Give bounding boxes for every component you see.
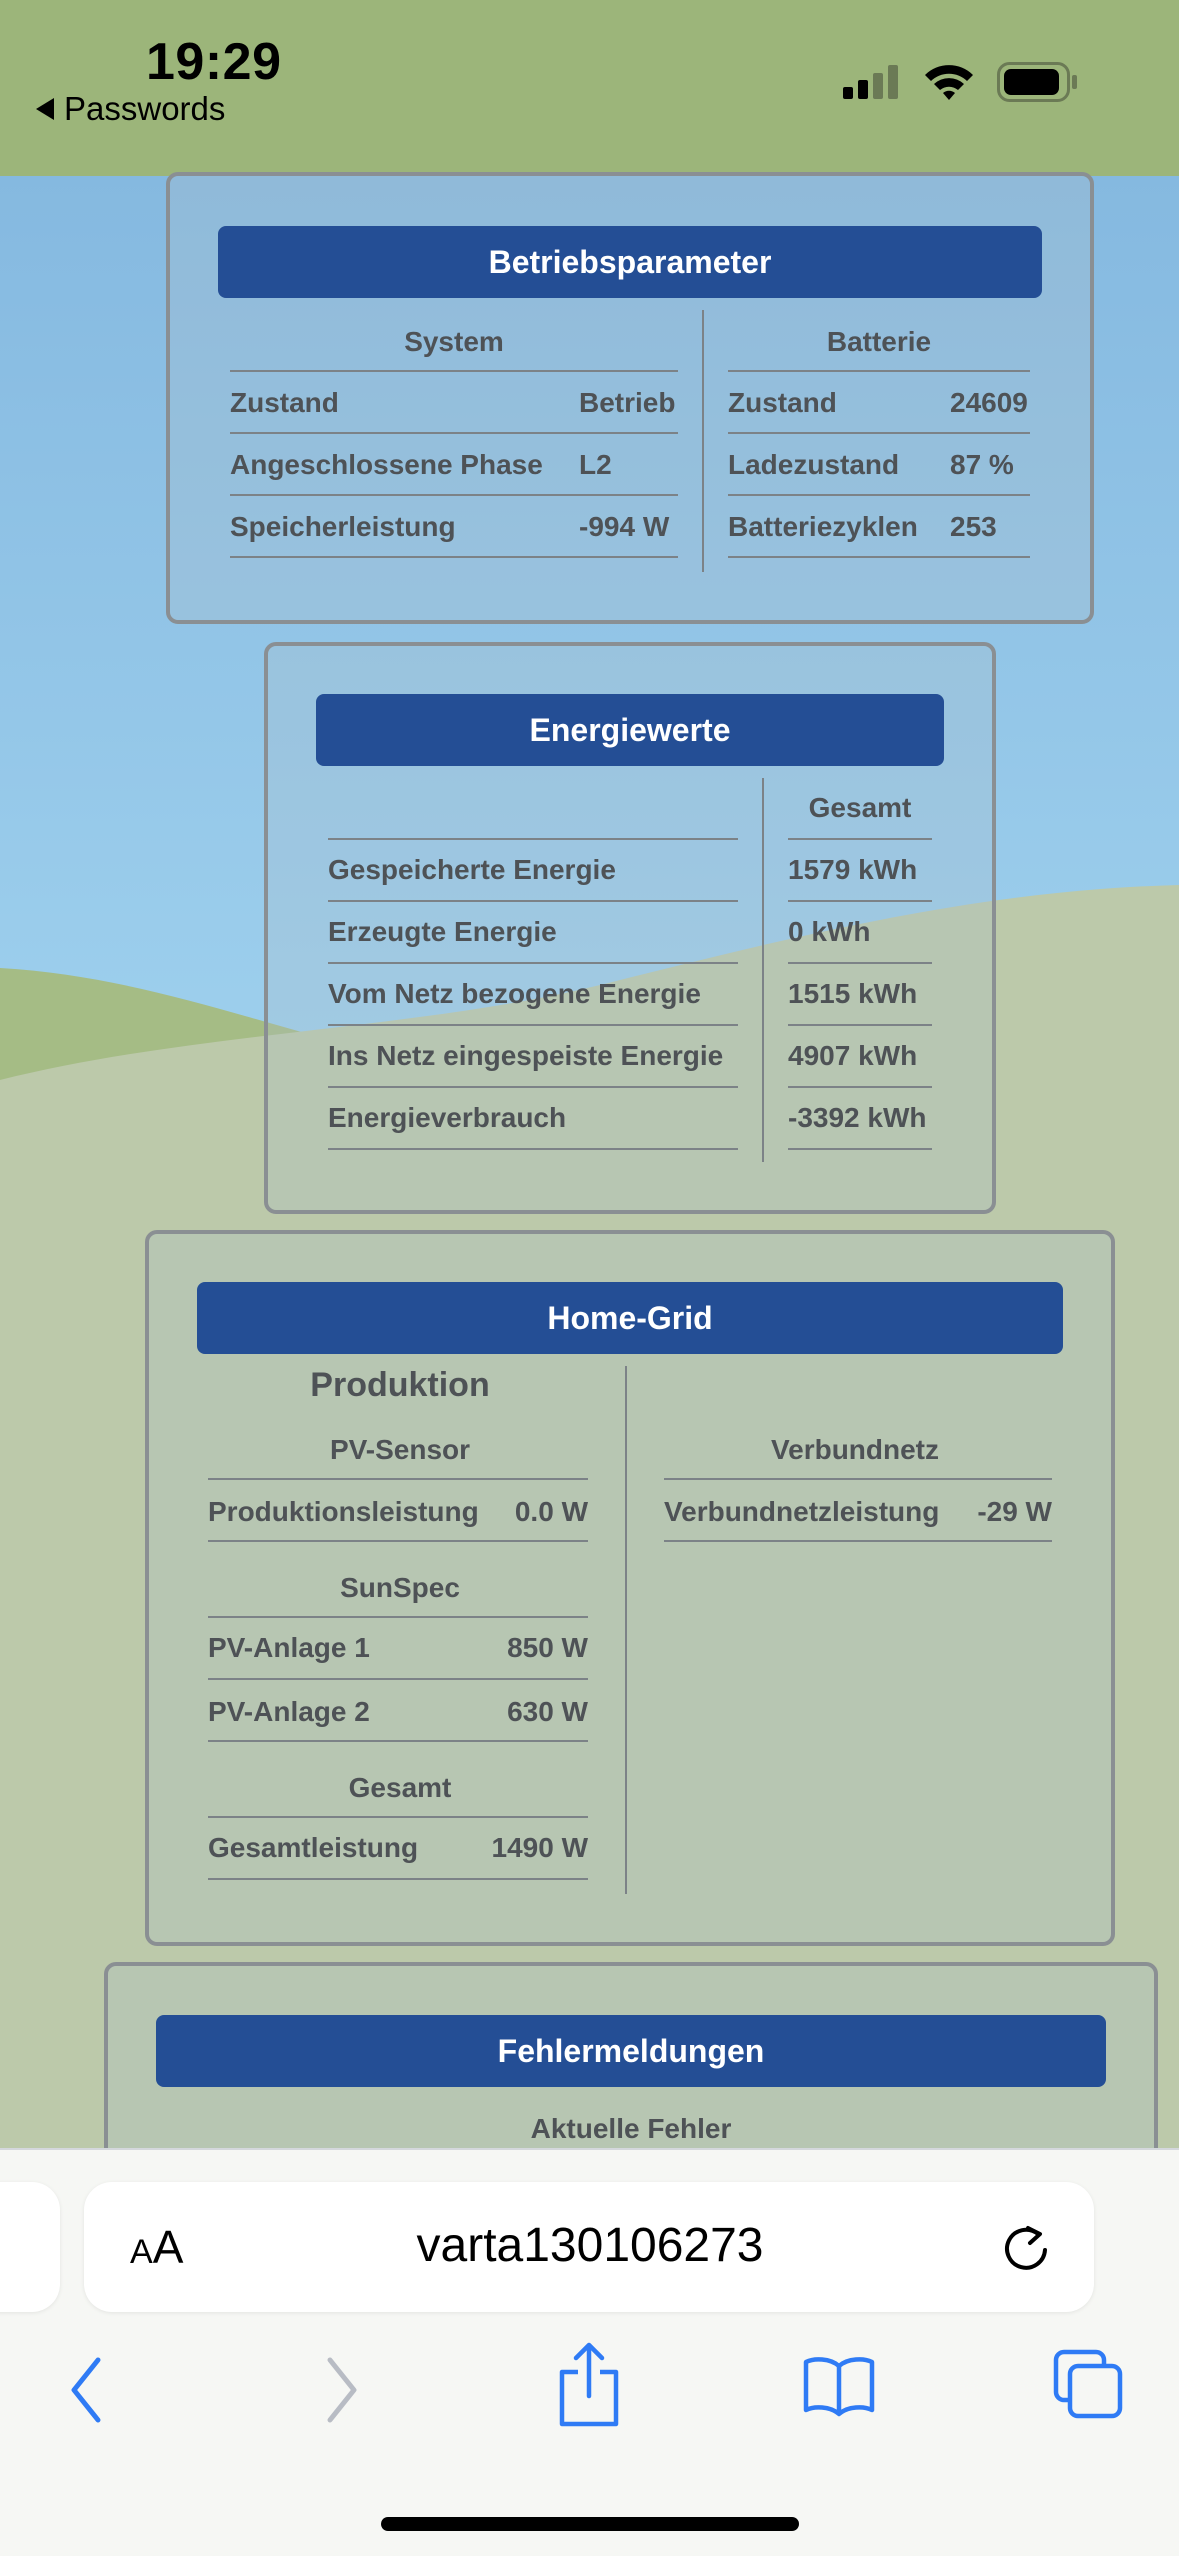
energie-value: 1515 kWh <box>788 978 918 1009</box>
divider <box>728 432 1030 434</box>
divider <box>788 900 932 902</box>
divider <box>208 1878 588 1880</box>
system-heading: System <box>404 326 504 357</box>
pv-sensor-label: Produktionsleistung <box>208 1496 479 1527</box>
divider <box>208 1540 588 1542</box>
batterie-label: Batteriezyklen <box>728 511 918 542</box>
pv-sensor-value: 0.0 W <box>514 1496 588 1527</box>
divider <box>728 556 1030 558</box>
back-to-passwords-link[interactable] <box>36 90 225 128</box>
share-icon[interactable] <box>554 2340 624 2430</box>
wifi-icon <box>923 63 975 101</box>
energie-value: -3392 kWh <box>788 1102 927 1133</box>
energie-label: Ins Netz eingespeiste Energie <box>328 1040 724 1071</box>
forward-icon[interactable] <box>318 2350 364 2430</box>
gesamt-value: 1490 W <box>491 1832 588 1863</box>
system-label: Zustand <box>230 387 339 418</box>
energie-label: Erzeugte Energie <box>328 916 557 947</box>
previous-tab-pill[interactable] <box>0 2182 60 2312</box>
back-arrow-icon <box>36 98 54 120</box>
aa-small: A <box>130 2233 153 2271</box>
divider <box>788 1148 932 1150</box>
verbundnetz-value: -29 W <box>977 1496 1052 1527</box>
energie-value: 4907 kWh <box>788 1040 918 1071</box>
gesamt-heading: Gesamt <box>348 1772 452 1803</box>
aktuelle-fehler-heading: Aktuelle Fehler <box>530 2113 732 2144</box>
home-grid-divider <box>625 1366 627 1894</box>
back-label: Passwords <box>64 90 226 127</box>
divider <box>208 1678 588 1680</box>
divider <box>328 1024 738 1026</box>
divider <box>788 1024 932 1026</box>
divider <box>788 962 932 964</box>
battery-icon <box>997 62 1079 102</box>
divider <box>328 900 738 902</box>
sunspec-heading: SunSpec <box>340 1572 460 1603</box>
batterie-label: Ladezustand <box>728 449 900 480</box>
url-text[interactable]: varta130106273 <box>416 2219 764 2272</box>
batterie-value: 253 <box>950 511 997 542</box>
verbundnetz-label: Verbundnetzleistung <box>664 1496 940 1527</box>
system-value: -994 W <box>579 511 670 542</box>
divider <box>664 1478 1052 1480</box>
status-time: 19:29 <box>146 33 282 91</box>
divider <box>664 1540 1052 1542</box>
reader-options-button[interactable] <box>130 2220 183 2274</box>
batterie-heading: Batterie <box>826 326 932 357</box>
pv-sensor-heading: PV-Sensor <box>329 1434 471 1465</box>
betriebsparameter-divider <box>702 310 704 572</box>
divider <box>788 1086 932 1088</box>
sunspec-label: PV-Anlage 2 <box>208 1696 370 1727</box>
system-value: Betrieb <box>579 387 676 418</box>
energie-value: 0 kWh <box>788 916 871 947</box>
divider <box>328 838 738 840</box>
divider <box>208 1740 588 1742</box>
sunspec-value: 850 W <box>507 1632 588 1663</box>
energiewerte-divider <box>762 778 764 1162</box>
home-grid-header: Home-Grid <box>197 1282 1063 1354</box>
home-indicator <box>381 2517 799 2531</box>
status-bar <box>0 0 1179 176</box>
divider <box>230 494 678 496</box>
divider <box>328 1086 738 1088</box>
divider <box>230 556 678 558</box>
fehlermeldungen-header: Fehlermeldungen <box>156 2015 1106 2087</box>
bookmarks-icon[interactable] <box>802 2354 876 2418</box>
batterie-value: 87 % <box>950 449 1014 480</box>
verbundnetz-heading: Verbundnetz <box>770 1434 939 1465</box>
divider <box>230 370 678 372</box>
energie-label: Energieverbrauch <box>328 1102 567 1133</box>
system-label: Angeschlossene Phase <box>230 449 543 480</box>
batterie-label: Zustand <box>728 387 837 418</box>
sunspec-label: PV-Anlage 1 <box>208 1632 370 1663</box>
divider <box>208 1478 588 1480</box>
batterie-value: 24609 <box>950 387 1028 418</box>
divider <box>230 432 678 434</box>
aa-large: A <box>152 2221 184 2273</box>
sunspec-value: 630 W <box>507 1696 588 1727</box>
divider <box>328 1148 738 1150</box>
divider <box>728 494 1030 496</box>
tabs-icon[interactable] <box>1052 2348 1124 2420</box>
energiewerte-header: Energiewerte <box>316 694 944 766</box>
energie-label: Vom Netz bezogene Energie <box>328 978 701 1009</box>
energie-label: Gespeicherte Energie <box>328 854 616 885</box>
betriebsparameter-header: Betriebsparameter <box>218 226 1042 298</box>
cellular-signal-icon <box>843 65 901 99</box>
energie-value: 1579 kWh <box>788 854 918 885</box>
status-icons <box>843 62 1079 102</box>
produktion-heading: Produktion <box>310 1366 490 1404</box>
divider <box>788 838 932 840</box>
divider <box>208 1616 588 1618</box>
back-icon[interactable] <box>64 2350 110 2430</box>
system-label: Speicherleistung <box>230 511 456 542</box>
divider <box>328 962 738 964</box>
energiewerte-col-heading: Gesamt <box>808 792 912 823</box>
divider <box>728 370 1030 372</box>
gesamt-label: Gesamtleistung <box>208 1832 419 1863</box>
system-value: L2 <box>579 449 612 480</box>
reload-icon[interactable] <box>998 2220 1054 2276</box>
divider <box>208 1816 588 1818</box>
